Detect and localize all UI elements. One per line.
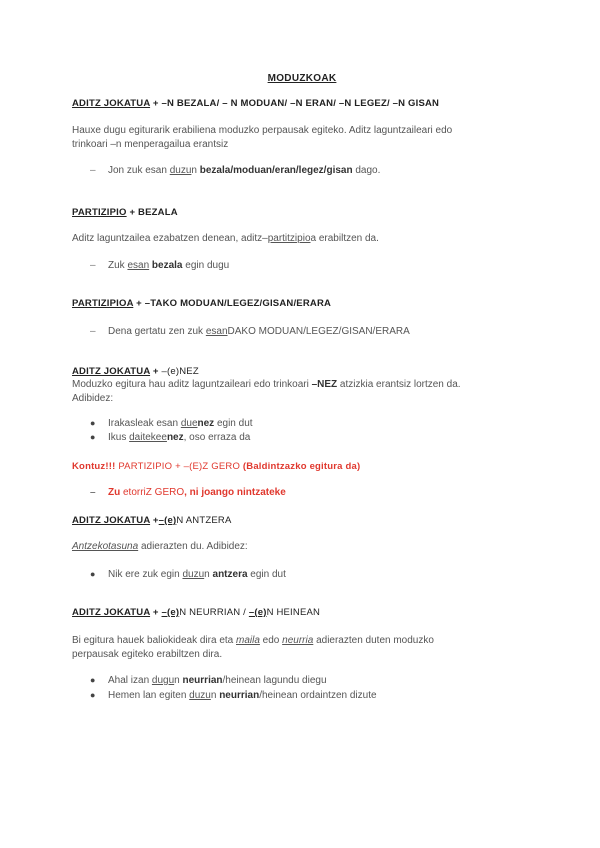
heading-suffix: GERO: [211, 461, 241, 472]
example-s5: [90, 487, 286, 498]
dash-marker: –: [90, 165, 96, 176]
heading-aditz-jokatua-neurrian: [72, 607, 320, 618]
example-text: /heinean ordaintzen dizute: [259, 690, 377, 701]
bullet-marker: ●: [90, 432, 96, 442]
heading-rest: +: [150, 366, 162, 377]
example-underlined: esan: [205, 326, 228, 337]
example-underlined: dugu: [151, 675, 175, 686]
example-bold: nez: [166, 432, 184, 443]
heading-suffix: –(e): [161, 607, 180, 618]
paragraph-line: Adibidez:: [72, 393, 114, 404]
example-text: n: [204, 569, 213, 580]
example-s3: [90, 326, 410, 337]
heading-term: ADITZ JOKATUA: [72, 366, 151, 377]
heading-rest: +: [150, 607, 162, 618]
bullet-marker: ●: [90, 690, 96, 700]
example-underlined: duzu: [169, 165, 192, 176]
heading-aditz-jokatua-bezala: [72, 98, 439, 109]
example-bold: antzera: [212, 569, 248, 580]
heading-aditz-jokatua-nez: [72, 366, 199, 377]
paragraph-s4: [72, 378, 527, 406]
paragraph-text: adierazten du. Adibidez:: [138, 541, 248, 552]
heading-kontuz-gero: [72, 461, 360, 472]
example-text: n: [174, 675, 183, 686]
example-s4-1: [90, 418, 253, 429]
example-text: Ahal izan: [108, 675, 152, 686]
example-bold: nez: [197, 418, 215, 429]
heading-suffix: N ANTZERA: [176, 515, 232, 526]
heading-suffix: N HEINEAN: [266, 607, 321, 618]
paragraph-line: [72, 378, 527, 392]
paragraph-s7: [72, 634, 527, 662]
example-bold: bezala/moduan/eran/legez/gisan: [199, 165, 353, 176]
example-underlined: duzu: [189, 690, 211, 701]
example-underlined: daitekee: [129, 432, 167, 443]
example-text: Jon zuk esan: [108, 165, 170, 176]
example-text: Nik ere zuk egin: [108, 569, 183, 580]
heading-partizipio-bezala: [72, 207, 178, 218]
paragraph-s2: [72, 232, 527, 246]
heading-rest: +: [150, 515, 159, 526]
heading-rest: + –N BEZALA/ – N MODUAN/ –N ERAN/ –N LEGEZ/ –N GISAN: [150, 98, 440, 109]
bullet-marker: ●: [90, 418, 96, 428]
example-underlined: esan: [127, 260, 150, 271]
example-text: /heinean lagundu diegu: [222, 675, 327, 686]
paragraph-italic: neurria: [282, 635, 314, 646]
heading-term: PARTIZIPIO: [118, 461, 173, 472]
paragraph-line: perpausak egiteko erabiltzen dira.: [72, 649, 223, 660]
example-s7-1: [90, 675, 327, 686]
example-text: egin dugu: [182, 260, 230, 271]
example-text: Zu: [108, 487, 123, 498]
example-s1: [90, 165, 380, 176]
bullet-marker: ●: [90, 569, 96, 579]
paragraph-text: edo: [259, 635, 283, 646]
example-text: Ikus: [108, 432, 130, 443]
paragraph-text: adierazten duten moduzko: [313, 635, 434, 646]
paragraph-text: Moduzko egitura hau aditz laguntzaileari edo trinkoari: [72, 379, 312, 390]
heading-suffix: N NEURRIAN /: [179, 607, 249, 618]
paragraph-s6: [72, 540, 527, 554]
paragraph-text: Bi egitura hauek baliokideak dira eta: [72, 635, 236, 646]
heading-suffix: –(e): [161, 366, 180, 377]
example-bold: neurrian: [219, 690, 260, 701]
example-s4-2: [90, 432, 250, 443]
example-text: dago.: [352, 165, 381, 176]
example-bold: bezala: [151, 260, 183, 271]
example-text: egin dut: [247, 569, 286, 580]
heading-rest: + –TAKO MODUAN/LEGEZ/GISAN/ERARA: [133, 298, 332, 309]
example-text: egin dut: [214, 418, 253, 429]
heading-term: ADITZ JOKATUA: [72, 515, 151, 526]
example-highlight: etorriZ GERO: [123, 487, 185, 498]
heading-term: ADITZ JOKATUA: [72, 607, 151, 618]
example-text: n: [191, 165, 200, 176]
example-text: , oso erraza da: [183, 432, 251, 443]
paragraph-italic: Antzekotasuna: [72, 541, 139, 552]
paragraph-underlined: partitzipio: [267, 233, 311, 244]
paragraph-line: Hauxe dugu egiturarik erabiliena moduzko perpausak egiteko. Aditz laguntzaileari edo: [72, 125, 453, 136]
heading-note: (Baldintzazko egitura da): [240, 461, 361, 472]
example-s2: [90, 260, 229, 271]
heading-suffix: NEZ: [179, 366, 199, 377]
page-title: MODUZKOAK: [267, 73, 337, 84]
heading-term: PARTIZIPIOA: [72, 298, 134, 309]
example-text: n: [210, 690, 220, 701]
heading-warning: Kontuz!!!: [72, 461, 119, 472]
heading-partizipioa-tako: [72, 298, 331, 309]
example-text: Zuk: [108, 260, 128, 271]
paragraph-text: Aditz laguntzailea ezabatzen denean, aditz–: [72, 233, 268, 244]
paragraph-italic: maila: [236, 635, 260, 646]
heading-term: ADITZ JOKATUA: [72, 98, 151, 109]
example-text: , ni joango nintzateke: [184, 487, 286, 498]
example-text: DAKO MODUAN/LEGEZ/GISAN/ERARA: [227, 326, 410, 337]
heading-rest: + BEZALA: [126, 207, 178, 218]
dash-marker: –: [90, 487, 96, 498]
heading-aditz-jokatua-antzera: [72, 515, 232, 526]
dash-marker: –: [90, 326, 96, 337]
paragraph-line: [72, 634, 527, 648]
paragraph-s1: [72, 124, 527, 152]
heading-suffix: –(e): [158, 515, 177, 526]
paragraph-bold: –NEZ: [311, 379, 338, 390]
paragraph-line: trinkoari –n menperagailua erantsiz: [72, 139, 229, 150]
dash-marker: –: [90, 260, 96, 271]
example-underlined: due: [180, 418, 198, 429]
bullet-marker: ●: [90, 675, 96, 685]
heading-suffix: –(e): [248, 607, 267, 618]
example-text: Irakasleak esan: [108, 418, 181, 429]
paragraph-text: atzizkia erantsiz lortzen da.: [337, 379, 461, 390]
example-bold: neurrian: [182, 675, 223, 686]
example-underlined: duzu: [182, 569, 205, 580]
example-text: Hemen lan egiten: [108, 690, 190, 701]
heading-suffix: + –(E)Z: [172, 461, 212, 472]
heading-term: PARTIZIPIO: [72, 207, 127, 218]
paragraph-text: a erabiltzen da.: [310, 233, 379, 244]
example-text: Dena gertatu zen zuk: [108, 326, 206, 337]
example-s7-2: [90, 690, 377, 701]
example-s6: [90, 569, 286, 580]
